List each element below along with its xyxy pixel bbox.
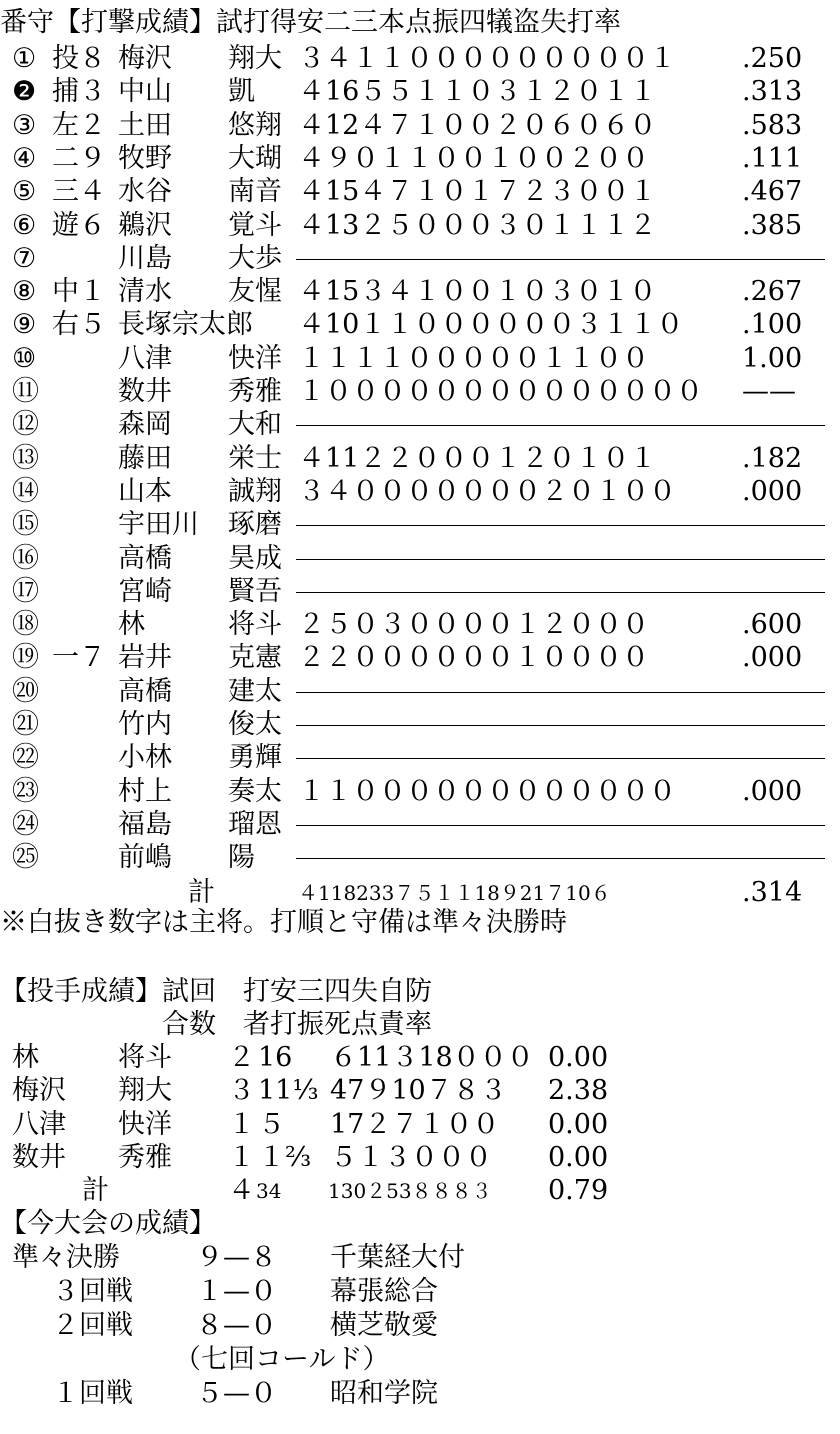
game-score: ５—０ [196, 1378, 277, 1409]
player-given-name: 覚斗 [228, 209, 282, 241]
player-given-name: 勇輝 [228, 742, 282, 774]
player-surname: 林 [118, 609, 145, 641]
game-result-row [0, 1275, 840, 1309]
batting-order: ⑦ [12, 242, 37, 274]
player-surname: 清水 [118, 276, 172, 308]
pitcher-surname: 林 [12, 1042, 39, 1073]
player-given-name: 瑠恩 [228, 808, 282, 840]
player-row [0, 308, 840, 342]
pitching-total-era: 0.79 [548, 1175, 609, 1206]
pitcher-surname: 数井 [12, 1141, 66, 1173]
player-stats: ２５０３００００１２０００ [298, 609, 649, 641]
game-score: ９—８ [196, 1242, 277, 1273]
player-row [0, 209, 840, 243]
pitcher-games: １ [228, 1108, 255, 1140]
player-surname: 梅沢 [118, 43, 172, 74]
pitcher-stats: ６11３18０００ [330, 1042, 534, 1073]
batting-total-avg: .314 [742, 877, 803, 908]
player-surname: 岩井 [118, 642, 172, 674]
player-row [0, 708, 840, 742]
game-round: １回戦 [52, 1378, 133, 1409]
pitcher-stats: ５１３０００ [330, 1141, 492, 1173]
player-surname: 数井 [118, 376, 172, 407]
player-stats: ４12４７１００２０６０６０ [298, 109, 657, 141]
player-surname: 宇田川 [118, 509, 199, 541]
player-surname: 山本 [118, 475, 172, 507]
batting-average: 1.00 [742, 342, 803, 374]
player-row [0, 75, 840, 109]
player-given-name: 南音 [228, 176, 282, 208]
player-surname: 高橋 [118, 542, 172, 574]
no-record-line [296, 525, 825, 526]
player-surname: 川島 [118, 242, 172, 274]
position: 三４ [52, 176, 106, 208]
no-record-line [296, 825, 825, 826]
player-stats: ３４１１０００００００００１ [298, 43, 676, 74]
batting-order: ⑲ [12, 642, 39, 674]
player-row [0, 741, 840, 775]
batting-average: .100 [742, 309, 803, 341]
player-row [0, 808, 840, 842]
player-row [0, 342, 840, 376]
pitcher-given-name: 秀雅 [118, 1141, 172, 1173]
pitcher-games: １ [228, 1141, 255, 1173]
no-record-line [296, 858, 825, 859]
batting-order: ⑱ [12, 609, 39, 641]
pitcher-era: 0.00 [548, 1141, 609, 1173]
game-round: ２回戦 [52, 1310, 133, 1341]
position: 一７ [52, 642, 106, 674]
pitching-total-games: ４ [228, 1175, 255, 1206]
game-result-row [0, 1309, 840, 1343]
player-row [0, 841, 840, 875]
pitching-total-innings: 34 [256, 1179, 282, 1203]
batting-average: .182 [742, 442, 803, 474]
player-row [0, 375, 840, 409]
player-row [0, 275, 840, 309]
batting-order: ⑪ [12, 376, 39, 407]
game-result-row [0, 1377, 840, 1411]
pitcher-row [0, 1041, 840, 1075]
player-surname: 鵜沢 [118, 209, 172, 241]
pitcher-innings: ５ [258, 1108, 285, 1140]
game-result-row [0, 1241, 840, 1275]
batting-average: .467 [742, 176, 803, 208]
pitcher-given-name: 将斗 [118, 1042, 172, 1073]
player-surname: 牧野 [118, 142, 172, 174]
batting-order: ④ [12, 142, 37, 174]
pitcher-row [0, 1108, 840, 1142]
pitching-total-label: 計 [82, 1175, 109, 1206]
player-stats: ４15３４１００１０３０１０ [298, 276, 657, 308]
batting-average: .000 [742, 475, 803, 507]
batting-order: ⑫ [12, 409, 39, 441]
player-given-name: 凱 [228, 76, 255, 108]
pitcher-era: 2.38 [548, 1075, 609, 1107]
player-given-name: 快洋 [228, 342, 282, 374]
player-row [0, 675, 840, 709]
batting-total-stats: ４118233７５１１18９21７10６ [298, 881, 611, 905]
pitching-header-1: 【投手成績】試回 打安三四失自防 [0, 976, 432, 1007]
batting-order: ⑯ [12, 542, 39, 574]
game-opponent: （七回コールド） [174, 1344, 390, 1375]
player-given-name: 大歩 [228, 242, 282, 274]
batting-order: ⑨ [12, 309, 37, 341]
player-surname: 土田 [118, 109, 172, 141]
position: 捕３ [52, 76, 106, 108]
batting-total-label: 計 [188, 877, 215, 908]
batting-order: ⑤ [12, 176, 37, 208]
player-stats: １００００００００００００００ [298, 376, 703, 407]
batting-order: ㉑ [12, 709, 39, 740]
batting-average: .111 [742, 142, 803, 174]
batting-average: .000 [742, 642, 803, 674]
player-given-name: 秀雅 [228, 376, 282, 407]
batting-average: .000 [742, 775, 803, 807]
batting-order: ⑬ [12, 442, 39, 474]
player-row [0, 508, 840, 542]
player-row [0, 175, 840, 209]
batting-average: .267 [742, 276, 803, 308]
pitching-total-stats: 130２53８８８３ [328, 1179, 492, 1203]
position: 中１ [52, 276, 106, 308]
batting-order: ⑮ [12, 509, 39, 541]
pitcher-stats: 47９10７８３ [330, 1075, 507, 1107]
batting-order: ⑥ [12, 209, 37, 241]
player-stats: ４９０１１００１００２００ [298, 142, 649, 174]
player-stats: １１００００００００００００ [298, 775, 676, 807]
player-surname: 藤田 [118, 442, 172, 474]
batting-order: ㉔ [12, 808, 39, 840]
player-surname: 高橋 [118, 675, 172, 707]
no-record-line [296, 559, 825, 560]
player-given-name: 建太 [228, 675, 282, 707]
no-record-line [296, 592, 825, 593]
game-score: １—０ [196, 1276, 277, 1307]
pitcher-innings: １⅔ [258, 1141, 312, 1173]
player-row [0, 608, 840, 642]
player-surname: 水谷 [118, 176, 172, 208]
position: 遊６ [52, 209, 106, 241]
player-stats: ４16５５１１０３１２０１１ [298, 76, 657, 108]
player-surname: 長塚宗太郎 [118, 309, 253, 341]
player-stats: ４11２２０００１２０１０１ [298, 442, 657, 474]
player-given-name: 賢吾 [228, 575, 282, 607]
player-given-name: 将斗 [228, 609, 282, 641]
position: 左２ [52, 109, 106, 141]
pitcher-given-name: 翔大 [118, 1075, 172, 1107]
player-surname: 森岡 [118, 409, 172, 441]
batting-order: ㉕ [12, 842, 39, 874]
player-surname: 竹内 [118, 709, 172, 740]
batting-order: ⑩ [12, 342, 37, 374]
position: 二９ [52, 142, 106, 174]
no-record-line [296, 259, 825, 260]
pitcher-era: 0.00 [548, 1042, 609, 1073]
player-given-name: 琢磨 [228, 509, 282, 541]
position: 投８ [52, 43, 106, 74]
player-surname: 福島 [118, 808, 172, 840]
no-record-line [296, 425, 825, 426]
player-given-name: 大和 [228, 409, 282, 441]
batting-order: ㉓ [12, 775, 39, 807]
pitcher-surname: 梅沢 [12, 1075, 66, 1107]
batting-order: ③ [12, 109, 37, 141]
player-surname: 宮崎 [118, 575, 172, 607]
game-result-row [0, 1343, 840, 1377]
game-score: ８—０ [196, 1310, 277, 1341]
player-row [0, 475, 840, 509]
player-row [0, 641, 840, 675]
player-row [0, 408, 840, 442]
player-surname: 中山 [118, 76, 172, 108]
player-row [0, 542, 840, 576]
player-row [0, 442, 840, 476]
tournament-header: 【今大会の成績】 [0, 1208, 216, 1239]
pitcher-games: ３ [228, 1075, 255, 1107]
batting-average: .313 [742, 76, 803, 108]
batting-note: ※白抜き数字は主将。打順と守備は準々決勝時 [0, 907, 567, 938]
pitching-total-row [0, 1174, 609, 1208]
batting-order: ⑧ [12, 276, 37, 308]
player-stats: ２２００００００１００００ [298, 642, 649, 674]
pitching-header-2: 合数 者打振死点責率 [0, 1009, 432, 1040]
pitcher-stats: 17２７１００ [330, 1108, 500, 1140]
batting-order: ⑭ [12, 475, 39, 507]
pitcher-games: ２ [228, 1042, 255, 1073]
player-given-name: 俊太 [228, 709, 282, 740]
pitcher-innings: 11⅓ [258, 1075, 319, 1107]
batting-order: ㉒ [12, 742, 39, 774]
game-opponent: 横芝敬愛 [330, 1310, 438, 1341]
batting-order: ❷ [12, 76, 37, 108]
batting-average: .600 [742, 609, 803, 641]
no-record-line [296, 758, 825, 759]
player-stats: ３４０００００００２０１００ [298, 475, 676, 507]
player-surname: 前嶋 [118, 842, 172, 874]
player-stats: ４10１１００００００３１１０ [298, 309, 684, 341]
pitcher-innings: 16 [258, 1042, 293, 1073]
player-row [0, 575, 840, 609]
player-surname: 村上 [118, 775, 172, 807]
batting-order: ⑰ [12, 575, 39, 607]
player-given-name: 友惺 [228, 276, 282, 308]
player-surname: 小林 [118, 742, 172, 774]
game-opponent: 幕張総合 [330, 1276, 438, 1307]
player-given-name: 昊成 [228, 542, 282, 574]
player-given-name: 誠翔 [228, 475, 282, 507]
player-given-name: 克憲 [228, 642, 282, 674]
pitcher-surname: 八津 [12, 1108, 66, 1140]
player-given-name: 栄士 [228, 442, 282, 474]
player-row [0, 775, 840, 809]
player-row [0, 109, 840, 143]
game-round: ３回戦 [52, 1276, 133, 1307]
batting-order: ⑳ [12, 675, 39, 707]
batting-order: ① [12, 43, 37, 74]
no-record-line [296, 725, 825, 726]
batting-header: 番守【打撃成績】試打得安二三本点振四犠盗失打率 [0, 7, 621, 38]
position: 右５ [52, 309, 106, 341]
batting-average: .250 [742, 43, 803, 74]
game-opponent: 昭和学院 [330, 1378, 438, 1409]
player-given-name: 奏太 [228, 775, 282, 807]
pitcher-row [0, 1074, 840, 1108]
player-stats: １１１１０００００１１００ [298, 342, 649, 374]
pitcher-given-name: 快洋 [118, 1108, 172, 1140]
pitcher-row [0, 1141, 840, 1175]
game-opponent: 千葉経大付 [330, 1242, 465, 1273]
player-given-name: 大瑚 [228, 142, 282, 174]
player-stats: ４13２５０００３０１１１２ [298, 209, 657, 241]
no-record-line [296, 692, 825, 693]
player-row [0, 42, 840, 76]
player-row [0, 242, 840, 276]
player-given-name: 陽 [228, 842, 255, 874]
player-surname: 八津 [118, 342, 172, 374]
game-round: 準々決勝 [12, 1242, 120, 1273]
player-stats: ４15４７１０１７２３００１ [298, 176, 657, 208]
player-given-name: 悠翔 [228, 109, 282, 141]
batting-total-row [0, 876, 803, 910]
pitcher-era: 0.00 [548, 1108, 609, 1140]
batting-average: .385 [742, 209, 803, 241]
batting-average: —— [742, 376, 796, 407]
player-given-name: 翔大 [228, 43, 282, 74]
batting-average: .583 [742, 109, 803, 141]
player-row [0, 142, 840, 176]
